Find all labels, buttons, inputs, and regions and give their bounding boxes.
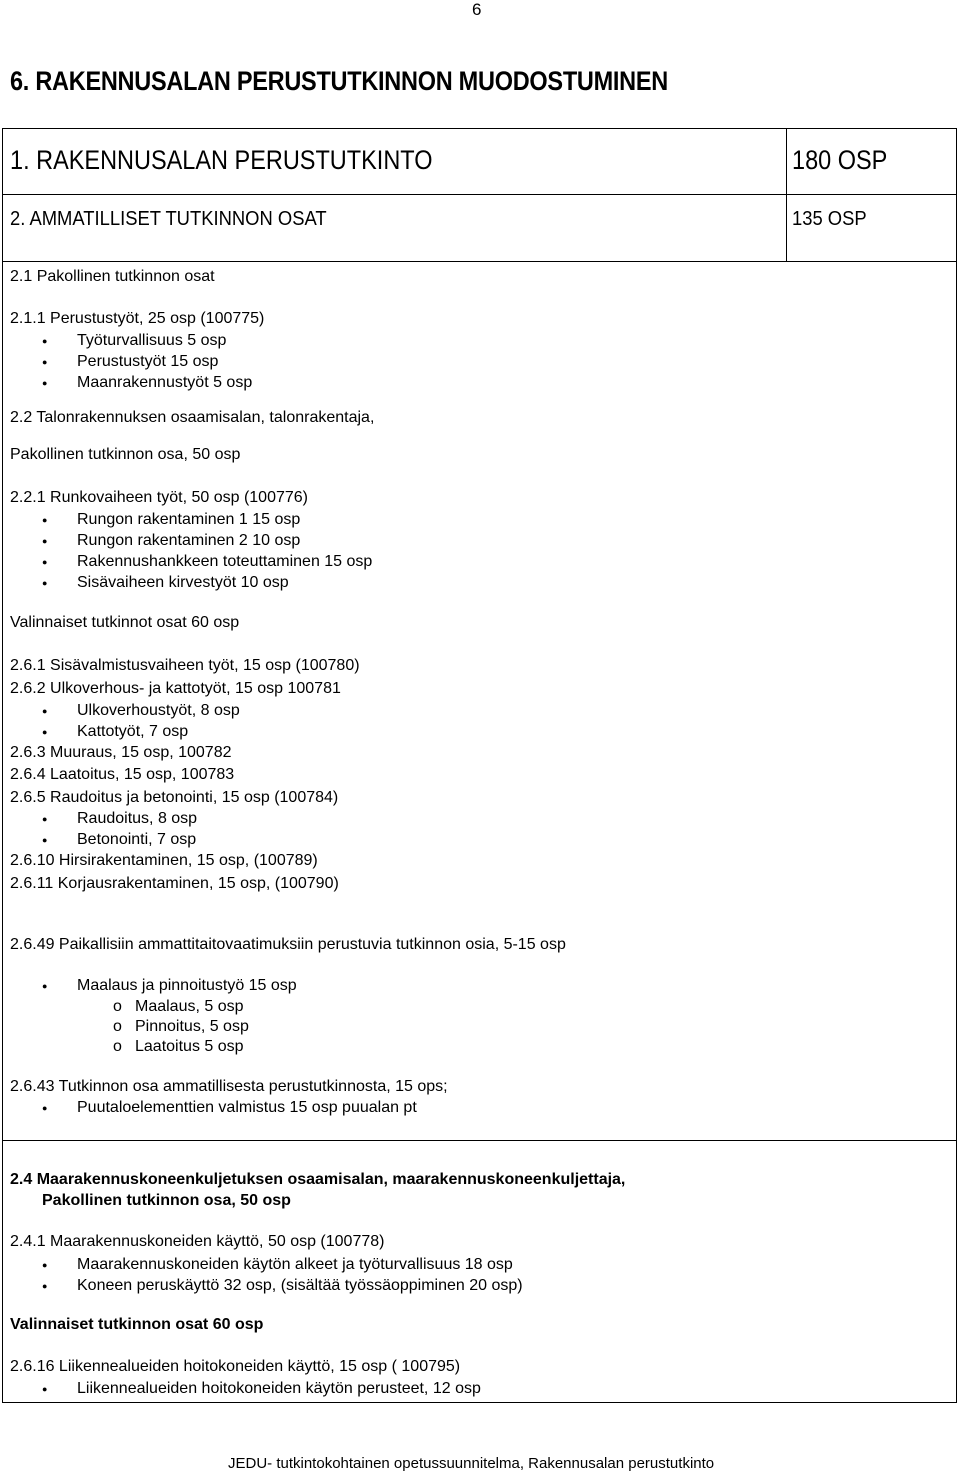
unit-item: 2.6.11 Korjausrakentaminen, 15 osp, (100790) <box>10 875 339 892</box>
page-number: 6 <box>472 0 482 19</box>
page-footer: JEDU- tutkintokohtainen opetussuunnitelma, Rakennusalan perustutkinto <box>228 1455 715 1472</box>
row-divider <box>2 261 957 262</box>
unit-item: 2.6.3 Muuraus, 15 osp, 100782 <box>10 744 232 761</box>
section-divider <box>2 1140 957 1141</box>
section-subheading: Pakollinen tutkinnon osa, 50 osp <box>42 1192 291 1209</box>
unit-item: 2.6.5 Raudoitus ja betonointi, 15 osp (100784) <box>10 789 339 806</box>
section-heading: Valinnaiset tutkinnot osat 60 osp <box>10 614 240 631</box>
section-heading: 2.1 Pakollinen tutkinnon osat <box>10 268 215 285</box>
unit-item: 2.6.2 Ulkoverhous- ja kattotyöt, 15 osp 100781 <box>10 680 341 697</box>
row-divider <box>2 194 957 195</box>
unit-item: 2.4.1 Maarakennuskoneiden käyttö, 50 osp (100778) <box>10 1233 385 1250</box>
section-subheading: Pakollinen tutkinnon osa, 50 osp <box>10 446 241 463</box>
unit-item: 2.6.49 Paikallisiin ammattitaitovaatimuksiin perustuvia tutkinnon osia, 5-15 osp <box>10 936 566 953</box>
unit-item: 2.6.10 Hirsirakentaminen, 15 osp, (100789) <box>10 852 318 869</box>
row1-label: 1. RAKENNUSALAN PERUSTUTKINTO <box>10 145 433 175</box>
section-heading: 2.2 Talonrakennuksen osaamisalan, talonrakentaja, <box>10 409 375 426</box>
unit-item: 2.2.1 Runkovaiheen työt, 50 osp (100776) <box>10 489 308 506</box>
unit-item: 2.6.16 Liikennealueiden hoitokoneiden käyttö, 15 osp ( 100795) <box>10 1358 461 1375</box>
unit-item: 2.6.1 Sisävalmistusvaiheen työt, 15 osp (100780) <box>10 657 360 674</box>
section-heading: Valinnaiset tutkinnon osat 60 osp <box>10 1316 264 1333</box>
unit-item: 2.1.1 Perustustyöt, 25 osp (100775) <box>10 310 265 327</box>
unit-item: 2.6.43 Tutkinnon osa ammatillisesta perustutkinnosta, 15 ops; <box>10 1078 448 1095</box>
row2-label: 2. AMMATILLISET TUTKINNON OSAT <box>10 208 327 230</box>
main-title: 6. RAKENNUSALAN PERUSTUTKINNON MUODOSTUMINEN <box>10 66 669 96</box>
row2-osp: 135 OSP <box>792 208 867 230</box>
row1-osp: 180 OSP <box>792 145 888 175</box>
unit-item: 2.6.4 Laatoitus, 15 osp, 100783 <box>10 766 235 783</box>
section-heading: 2.4 Maarakennuskoneenkuljetuksen osaamisalan, maarakennuskoneenkuljettaja, <box>10 1171 626 1188</box>
